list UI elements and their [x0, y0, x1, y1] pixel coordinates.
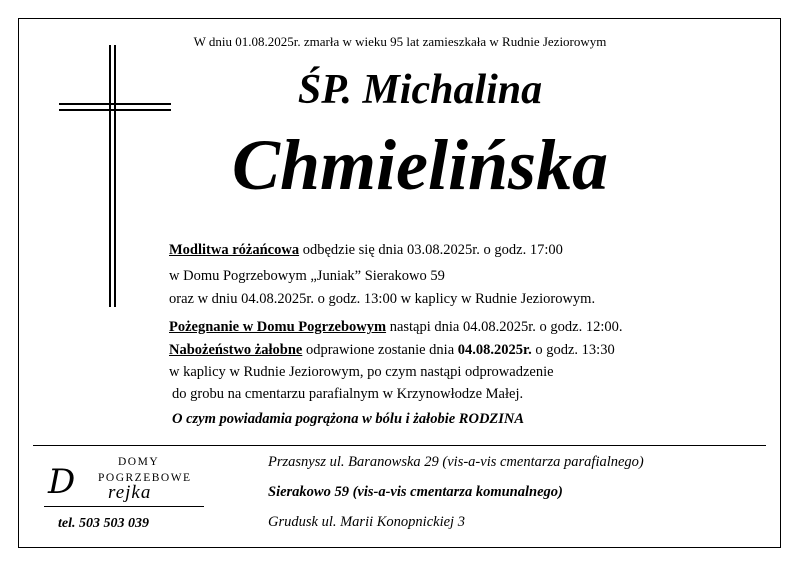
address-przasnysz: Przasnysz ul. Baranowska 29 (vis-a-vis cmentarza parafialnego)	[268, 454, 644, 470]
logo-initial: D	[48, 462, 76, 502]
rosary-label: Modlitwa różańcowa	[169, 242, 300, 258]
mass-date: 04.08.2025r.	[457, 342, 532, 358]
closing-statement: O czym powiadamia pogrążona w bólu i żałobie RODZINA	[172, 411, 525, 427]
footer-divider	[33, 445, 766, 446]
address-grudusk: Grudusk ul. Marii Konopnickiej 3	[268, 514, 465, 530]
mass-line-2: w kaplicy w Rudnie Jeziorowym, po czym nastąpi odprowadzenie	[169, 364, 554, 380]
mass-line-1: Nabożeństwo żałobne odprawione zostanie dnia 04.08.2025r. o godz. 13:30	[169, 342, 615, 358]
farewell-label: Pożegnanie w Domu Pogrzebowym	[169, 319, 387, 335]
mass-line-3: do grobu na cmentarzu parafialnym w Krzynowłodze Małej.	[172, 386, 524, 402]
rosary-line-1: Modlitwa różańcowa odbędzie się dnia 03.08.2025r. o godz. 17:00	[169, 242, 563, 258]
funeral-home-logo: DOMY POGRZEBOWE D rejka	[40, 452, 210, 512]
rosary-line-2: w Domu Pogrzebowym „Juniak” Sierakowo 59	[169, 268, 445, 284]
farewell-line: Pożegnanie w Domu Pogrzebowym nastąpi dnia 04.08.2025r. o godz. 12:00.	[169, 319, 623, 335]
mass-label: Nabożeństwo żałobne	[169, 342, 303, 358]
address-sierakowo: Sierakowo 59 (vis-a-vis cmentarza komunalnego)	[268, 484, 563, 500]
phone-number: tel. 503 503 039	[58, 516, 149, 531]
rosary-line-3: oraz w dniu 04.08.2025r. o godz. 13:00 w kaplicy w Rudnie Jeziorowym.	[169, 291, 596, 307]
death-announcement: W dniu 01.08.2025r. zmarła w wieku 95 lat zamieszkała w Rudnie Jeziorowym	[193, 34, 607, 49]
deceased-first-name: ŚP. Michalina	[297, 67, 543, 113]
deceased-surname: Chmielińska	[231, 125, 609, 205]
